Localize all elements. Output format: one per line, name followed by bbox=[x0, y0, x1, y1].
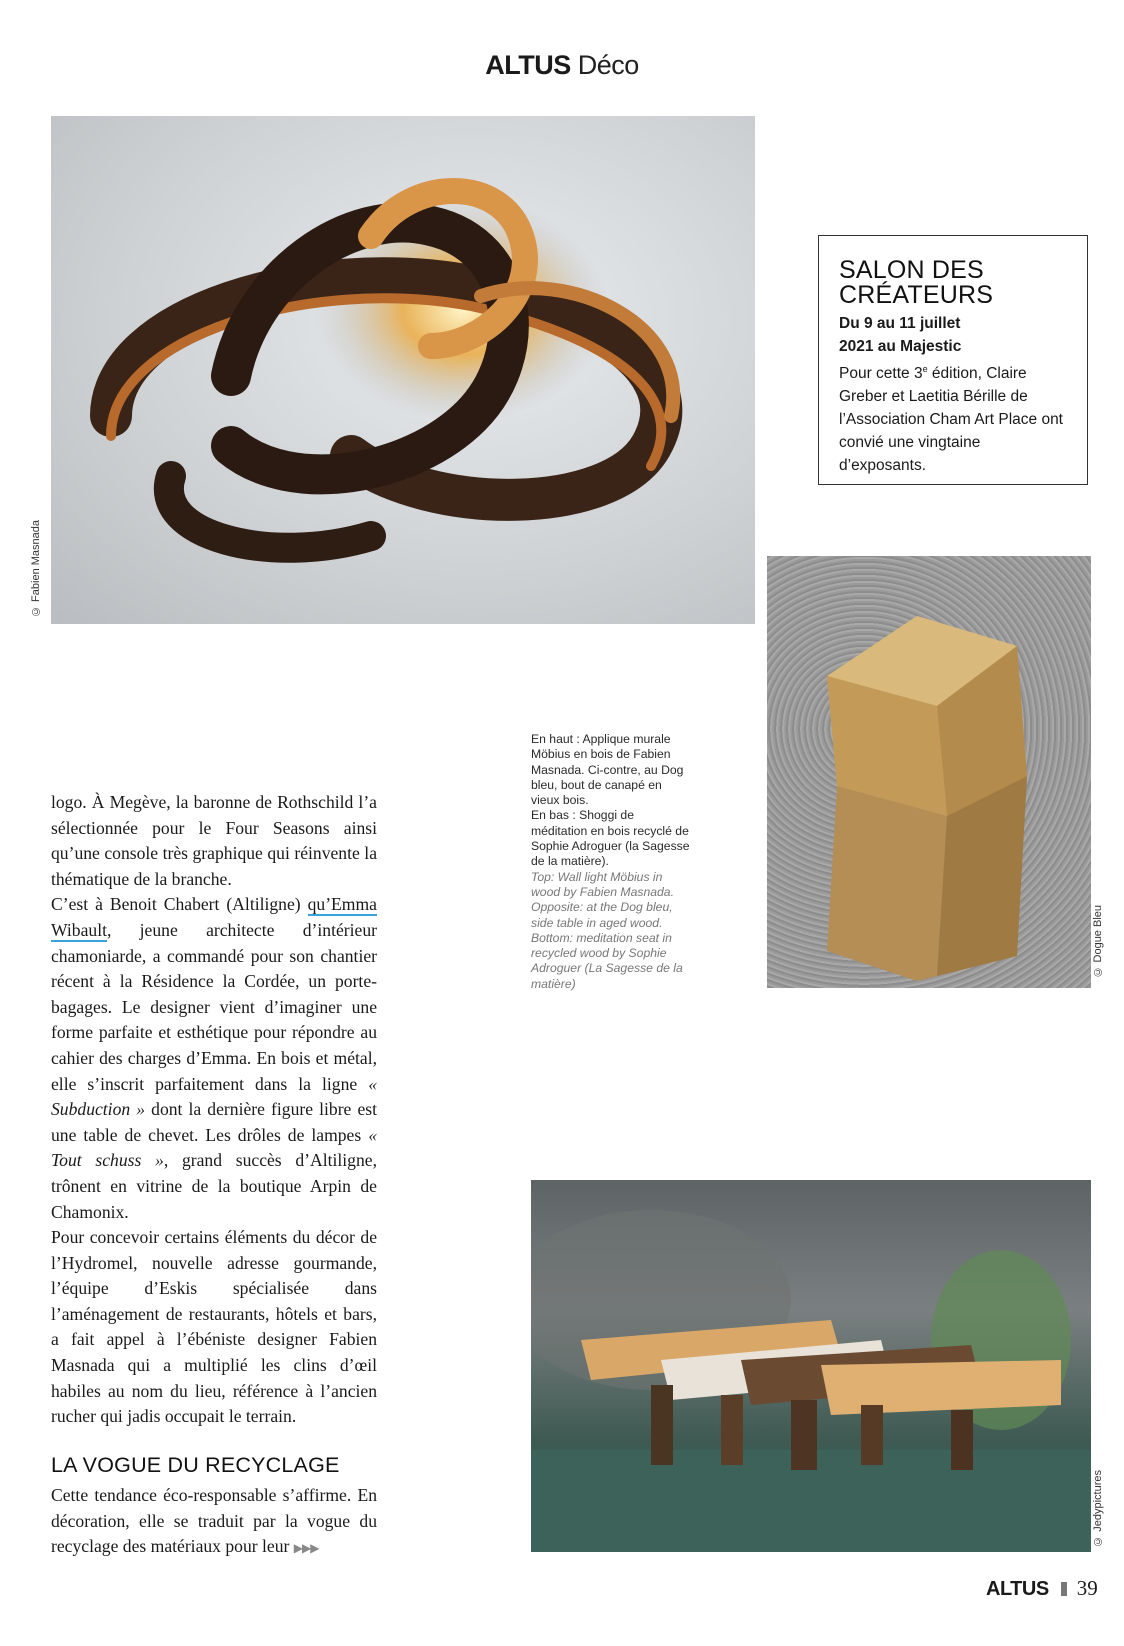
highlighted-name: qu’Emma Wibault bbox=[51, 894, 377, 940]
paragraph: logo. À Megève, la baronne de Rothschild l’a sélectionnée pour le Four Seasons ainsi qu’une console très graphique qui réinvente la thématique de la branche. bbox=[51, 792, 377, 889]
magazine-brand: ALTUS bbox=[485, 50, 571, 80]
salon-description: Pour cette 3e édition, Claire Greber et Laetitia Bérille de l’Association Cham Art Place ont convié une vingtaine d’exposants. bbox=[839, 364, 1063, 475]
article-body-continued bbox=[51, 1483, 377, 1562]
page-number: 39 bbox=[1076, 1576, 1098, 1600]
continue-arrows-icon: ▶▶▶ bbox=[293, 1541, 319, 1556]
section-subheading: LA VOGUE DU RECYCLAGE bbox=[51, 1453, 340, 1477]
paragraph: Pour concevoir certains éléments du décor de l’Hydromel, nouvelle adresse gourmande, l’équipe d’Eskis spécialisée dans l’aménagement de restaurants, hôtels et bars, a fait appel à l’ébéniste designer Fabien Masnada qui a multiplié les clins d’œil habiles au nom du lieu, référence à l’ancien rucher qui jadis occupait le terrain. bbox=[51, 1227, 377, 1427]
recycled-wood-meditation-bench-photo bbox=[531, 1180, 1091, 1552]
wood-ribbon-sculpture-photo bbox=[51, 116, 755, 624]
photo-caption: En haut : Applique murale Möbius en bois de Fabien Masnada. Ci-contre, au Dog bleu, bout de canapé en vieux bois. En bas : Shoggi de méditation en bois recyclé de Sophie Adroguer (la Sagesse de la matière). Top: Wall light Möbius in wood by Fabien Masnada. Opposite: at the Dog bleu, side table in aged wood. Bottom: meditation seat in recycled wood by Sophie Adroguer (La Sagesse de la matière) bbox=[531, 732, 690, 991]
paragraph: C’est à Benoit Chabert (Altiligne) qu’Emma Wibault, jeune architecte d’intérieur chamoniarde, a commandé pour son chantier récent à la Résidence la Cordée, un porte-bagages. Le designer vient d’imaginer une forme parfaite et esthétique pour répondre au cahier des charges d’Emma. En bois et métal, elle s’inscrit parfaitement dans la ligne « Subduction » dont la dernière figure libre est une table de chevet. Les drôles de lampes « Tout schuss », grand succès d’Altiligne, trônent en vitrine de la boutique Arpin de Chamonix. bbox=[51, 894, 378, 1222]
photo-credit: © Jedypictures bbox=[1092, 1470, 1104, 1547]
photo-credit: © Dogue Bleu bbox=[1092, 905, 1104, 978]
article-body bbox=[51, 790, 377, 1430]
section-name: Déco bbox=[577, 50, 639, 80]
photo-credit: © Fabien Masnada bbox=[30, 520, 42, 617]
salon-dates: Du 9 au 11 juillet 2021 au Majestic bbox=[839, 315, 962, 355]
page-footer bbox=[986, 1576, 1098, 1601]
footer-divider bbox=[1061, 1582, 1067, 1596]
wooden-side-table-photo bbox=[767, 556, 1091, 988]
caption-english: Top: Wall light Möbius in wood by Fabien Masnada. Opposite: at the Dog bleu, side table in aged wood. Bottom: meditation seat in recycled wood by Sophie Adroguer (La Sagesse de la matière) bbox=[531, 869, 683, 991]
footer-brand: ALTUS bbox=[986, 1578, 1049, 1600]
page-header bbox=[0, 50, 1124, 81]
salon-title: SALON DES CRÉATEURS bbox=[839, 256, 994, 309]
paragraph: Cette tendance éco-responsable s’affirme. En décoration, elle se traduit par la vogue du recyclage des matériaux pour leur bbox=[51, 1485, 377, 1557]
salon-des-createurs-box bbox=[818, 235, 1088, 485]
